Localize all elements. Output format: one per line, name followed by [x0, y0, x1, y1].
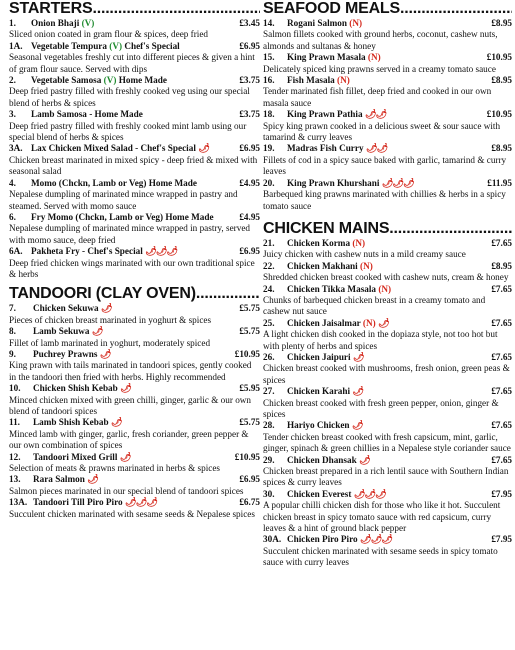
- item-description: Chunks of barbequed chicken breast in a creamy tomato and cashew nut sauce: [263, 294, 486, 317]
- menu-item-header: [9, 303, 260, 314]
- menu-item-header: [9, 178, 260, 189]
- starters-list: [9, 18, 260, 280]
- item-name-wrap: [31, 246, 239, 257]
- seafood-title: SEAFOOD MEALS: [263, 0, 400, 17]
- item-description: Seasonal vegetables freshly cut into different pieces & given a hint of gram flour sauce. Served with dips: [9, 52, 255, 74]
- item-name-wrap: [287, 109, 487, 120]
- item-name-suffix: Chef's Special: [124, 40, 180, 51]
- menu-item: [263, 52, 512, 75]
- menu-item: [263, 18, 512, 52]
- menu-item: [9, 75, 260, 109]
- chili-icon: 🌶: [120, 383, 131, 394]
- chili-icon: 🌶: [198, 143, 209, 154]
- menu-item: [9, 143, 260, 177]
- item-price: £10.95: [234, 451, 260, 462]
- menu-item-header: [263, 534, 512, 545]
- item-description: Deep fried pastry filled with freshly cooked mint lamb using our special blend of herbs & spices: [9, 120, 247, 143]
- item-number: 6A.: [9, 246, 23, 257]
- item-name-wrap: [31, 75, 239, 86]
- item-name-wrap: [33, 349, 235, 360]
- item-description: Chicken breast prepared in a rich lentil sauce with Southern Indian spices & curry leaves: [263, 466, 509, 488]
- item-description: Delicately spiced king prawns served in a creamy tomato sauce: [263, 63, 496, 74]
- menu-item: [9, 497, 260, 520]
- item-description: A light chicken dish cooked in the dopiaza style, not too hot but with plenty of herbs and spices: [263, 329, 498, 351]
- menu-item-header: [263, 455, 512, 466]
- item-name: Lamb Samosa - Home Made: [31, 109, 143, 120]
- item-number: 30.: [263, 488, 275, 499]
- item-name-wrap: [287, 455, 491, 466]
- item-name: Chicken Piro Piro: [287, 534, 358, 545]
- item-description: Nepalese dumpling of marinated mince wrapped in pastry and steamed. Served with momo sauce: [9, 189, 238, 211]
- item-number: 8.: [9, 326, 16, 337]
- item-price: £5.75: [239, 326, 260, 337]
- menu-item: [263, 420, 512, 454]
- menu-item-header: [263, 352, 512, 363]
- item-price: £7.95: [491, 488, 512, 499]
- item-name: Onion Bhaji: [31, 18, 80, 28]
- menu-item-header: [9, 349, 260, 360]
- menu-item: [263, 284, 512, 318]
- menu-item-header: [263, 238, 512, 249]
- right-column: [263, 0, 512, 569]
- item-name: Lamb Shish Kebab: [33, 417, 109, 428]
- item-description: Pieces of chicken breast marinated in yoghurt & spices: [9, 314, 212, 325]
- item-description: A popular chilli chicken dish for those who like it hot. Succulent chicken breast in spicy tomato sauce with red capsicum, curry leaves & a hint of ground black pepper: [263, 500, 501, 534]
- item-price: £7.65: [491, 283, 512, 294]
- item-description: Minced lamb with ginger, garlic, fresh coriander, green pepper & our own combination of spices: [9, 428, 249, 451]
- item-price: £6.75: [239, 497, 260, 508]
- menu-item: [9, 452, 260, 475]
- item-description: Chicken breast marinated in mixed spicy - deep fried & mixed with seasonal salad: [9, 154, 258, 177]
- item-description: Spicy king prawn cooked in a delicious sweet & sour sauce with tamarind & curry leaves: [263, 120, 501, 143]
- menu-item-header: [263, 420, 512, 431]
- item-name-wrap: [287, 284, 491, 295]
- menu-item: [9, 417, 260, 451]
- item-name-wrap: [31, 212, 239, 223]
- item-name-wrap: [287, 534, 491, 545]
- item-name-wrap: [287, 52, 487, 63]
- item-name: Chicken Dhansak: [287, 454, 357, 465]
- dietary-tag: (N): [378, 283, 392, 294]
- item-price: £5.75: [239, 303, 260, 314]
- item-price: £3.45: [239, 18, 260, 28]
- chili-icon: 🌶🌶🌶: [353, 488, 386, 499]
- menu-item-header: [9, 212, 260, 223]
- item-price: £8.95: [491, 143, 512, 154]
- menu-item-header: [9, 246, 260, 257]
- menu-item-header: [9, 109, 260, 120]
- item-number: 21.: [263, 237, 275, 248]
- menu-item: [9, 41, 260, 75]
- menu-item-header: [263, 52, 512, 63]
- heading-dots: [92, 0, 260, 18]
- item-number: 6.: [9, 211, 16, 222]
- menu-item: [263, 455, 512, 489]
- dietary-tag: (V): [109, 40, 123, 51]
- chili-icon: 🌶🌶🌶: [124, 497, 157, 508]
- item-name-wrap: [287, 489, 491, 500]
- item-number: 3A.: [9, 143, 23, 154]
- menu-item: [9, 18, 260, 41]
- chili-icon: 🌶: [352, 386, 364, 397]
- item-price: £7.65: [491, 237, 512, 248]
- item-price: £8.95: [491, 18, 512, 28]
- left-column: [9, 0, 260, 520]
- item-name: Chicken Everest: [287, 488, 352, 499]
- item-price: £6.95: [239, 40, 260, 51]
- item-name-wrap: [31, 18, 239, 29]
- item-number: 9.: [9, 348, 16, 359]
- tandoori-title: TANDOORI (CLAY OVEN): [9, 285, 196, 303]
- item-description: Juicy chicken with cashew nuts in a mild creamy sauce: [263, 249, 466, 260]
- item-name: Chicken Shish Kebab: [33, 383, 118, 394]
- starters-title: STARTERS: [9, 0, 93, 17]
- menu-item-header: [263, 143, 512, 154]
- menu-item-header: [9, 75, 260, 86]
- item-price: £10.95: [486, 52, 512, 63]
- item-description: Fillets of cod in a spicy sauce baked with garlic, tamarind & curry leaves: [263, 154, 507, 177]
- item-name: Tandoori Mixed Grill: [33, 451, 118, 462]
- item-description: Chicken breast cooked with mushrooms, fresh onion, green peas & spices: [263, 363, 510, 385]
- item-price: £7.65: [491, 386, 512, 397]
- menu-item-header: [9, 417, 260, 428]
- chicken-title: CHICKEN MAINS: [263, 219, 390, 237]
- item-name: Momo (Chckn, Lamb or Veg) Home Made: [31, 177, 197, 188]
- item-description: Minced chicken mixed with green chilli, ginger, garlic & our own blend of tandoori spices: [9, 394, 252, 416]
- chili-icon: 🌶: [352, 351, 364, 362]
- item-description: Succulent chicken marinated with sesame seeds in spicy tomato sauce with curry leaves: [263, 545, 498, 568]
- item-price: £5.75: [239, 417, 260, 428]
- item-number: 1A.: [9, 40, 23, 51]
- item-price: £7.95: [491, 534, 512, 545]
- chili-icon: 🌶🌶🌶: [145, 246, 178, 257]
- chicken-heading: [263, 220, 512, 238]
- item-name-wrap: [287, 75, 491, 86]
- item-name: Chicken Korma: [287, 237, 351, 248]
- menu-item-header: [9, 452, 260, 463]
- menu-item: [9, 349, 260, 383]
- item-name: Chicken Karahi: [287, 386, 351, 397]
- heading-dots: [389, 220, 512, 238]
- chili-icon: 🌶: [100, 303, 112, 314]
- item-number: 2.: [9, 75, 16, 86]
- item-name-wrap: [33, 417, 239, 428]
- menu-item: [9, 178, 260, 212]
- item-description: Chicken breast cooked with fresh green pepper, onion, ginger & spices: [263, 397, 499, 419]
- item-price: £7.65: [491, 454, 512, 465]
- seafood-list: [263, 18, 512, 212]
- item-name-suffix: Home Made: [118, 75, 167, 86]
- menu-item: [263, 238, 512, 261]
- item-name: Madras Fish Curry: [287, 143, 364, 154]
- menu-item-header: [9, 497, 260, 508]
- item-name: King Prawn Pathia: [287, 109, 363, 120]
- item-description: Salmon fillets cooked with ground herbs, coconut, cashew nuts, almonds and sultanas & honey: [263, 29, 498, 51]
- item-name-wrap: [287, 238, 491, 249]
- item-name-wrap: [31, 109, 239, 120]
- item-name-wrap: [33, 303, 239, 314]
- menu-item-header: [263, 18, 512, 29]
- item-name: Chicken Tikka Masala: [287, 283, 377, 294]
- item-name-wrap: [287, 386, 491, 397]
- item-number: 7.: [9, 303, 16, 314]
- item-name-wrap: [287, 178, 487, 189]
- chili-icon: 🌶🌶🌶: [359, 534, 392, 545]
- item-description: Sliced onion coated in gram flour & spices, deep fried: [9, 29, 209, 40]
- item-number: 11.: [9, 417, 20, 428]
- menu-item: [263, 386, 512, 420]
- item-description: Salmon pieces marinated in our special blend of tandoori spices: [9, 485, 244, 496]
- item-number: 30A.: [263, 534, 282, 545]
- item-name-wrap: [33, 383, 239, 394]
- menu-item-header: [9, 326, 260, 337]
- item-price: £7.65: [491, 317, 512, 328]
- item-name: Rogani Salmon: [287, 18, 347, 28]
- menu-item: [263, 109, 512, 143]
- item-price: £4.95: [239, 211, 260, 222]
- chili-icon: 🌶: [99, 348, 111, 359]
- menu-item-header: [263, 178, 512, 189]
- dietary-tag: (N): [337, 75, 350, 86]
- item-number: 4.: [9, 177, 16, 188]
- item-name: Chicken Jaisalmar: [287, 317, 361, 328]
- item-name: King Prawn Khurshani: [287, 177, 380, 188]
- tandoori-list: [9, 303, 260, 520]
- chili-icon: 🌶🌶🌶: [381, 177, 414, 188]
- item-number: 10.: [9, 383, 21, 394]
- menu-item: [263, 489, 512, 535]
- item-price: £3.75: [239, 75, 260, 86]
- item-description: Fillet of lamb marinated in yoghurt, moderately spiced: [9, 337, 211, 348]
- chili-icon: 🌶: [119, 451, 131, 462]
- menu-item: [263, 75, 512, 109]
- menu-item-header: [9, 383, 260, 394]
- item-number: 1.: [9, 18, 16, 28]
- item-price: £7.65: [491, 420, 512, 431]
- tandoori-heading: [9, 285, 260, 303]
- menu-item-header: [263, 261, 512, 272]
- item-description: Tender chicken breast cooked with fresh capsicum, mint, garlic, ginger, spinach & green chillies in a Nepalese style coriander sauce: [263, 431, 511, 454]
- dietary-tag: (N): [349, 18, 363, 28]
- starters-heading: [9, 0, 260, 18]
- item-number: 27.: [263, 386, 275, 397]
- menu-item: [9, 383, 260, 417]
- item-description: Nepalese dumpling of marinated mince wrapped in pastry, served with momo sauce, deep fried: [9, 223, 251, 245]
- item-name-wrap: [31, 178, 239, 189]
- item-number: 26.: [263, 351, 275, 362]
- item-name-wrap: [287, 318, 491, 329]
- item-description: King prawn with tails marinated in tandoori spices, gently cooked in the tandoori then fried with herbs. Highly recommended: [9, 360, 252, 382]
- menu-item: [9, 326, 260, 349]
- menu-item-header: [263, 75, 512, 86]
- chili-icon: 🌶🌶: [364, 109, 387, 120]
- item-name: Fry Momo (Chckn, Lamb or Veg) Home Made: [31, 211, 214, 222]
- item-price: £11.95: [487, 177, 512, 188]
- chili-icon: 🌶: [91, 326, 103, 337]
- item-description: Tender marinated fish fillet, deep fried and cooked in our own masala sauce: [263, 86, 492, 108]
- item-name-wrap: [287, 143, 491, 154]
- item-price: £10.95: [486, 109, 512, 120]
- item-number: 29.: [263, 454, 275, 465]
- item-name-wrap: [287, 352, 491, 363]
- item-number: 22.: [263, 260, 275, 271]
- menu-item-header: [263, 489, 512, 500]
- item-name: Rara Salmon: [33, 474, 85, 485]
- dietary-tag: (N): [362, 317, 376, 328]
- menu-item: [263, 143, 512, 177]
- item-name-wrap: [287, 420, 491, 431]
- item-name: Tandoori Till Piro Piro: [33, 497, 123, 508]
- item-number: 13.: [9, 474, 21, 485]
- menu-item-header: [263, 386, 512, 397]
- chili-icon: 🌶🌶: [365, 143, 388, 154]
- item-description: Succulent chicken marinated with sesame seeds & Nepalese spices: [9, 508, 255, 519]
- menu-item: [9, 474, 260, 497]
- menu-item-header: [9, 474, 260, 485]
- item-number: 14.: [263, 18, 275, 28]
- item-number: 20.: [263, 177, 275, 188]
- item-number: 13A.: [9, 497, 28, 508]
- menu-item-header: [263, 109, 512, 120]
- chili-icon: 🌶: [377, 317, 389, 328]
- item-number: 24.: [263, 283, 275, 294]
- menu-item: [9, 246, 260, 280]
- item-name: Chicken Makhani: [287, 260, 358, 271]
- item-name: Vegetable Tempura: [31, 40, 107, 51]
- item-number: 16.: [263, 75, 275, 86]
- item-description: Shredded chicken breast cooked with cashew nuts, cream & honey: [263, 272, 509, 283]
- item-number: 3.: [9, 109, 16, 120]
- heading-dots: [400, 0, 512, 18]
- heading-dots: [196, 285, 260, 303]
- item-description: Deep fried pastry filled with freshly cooked veg using our special blend of herbs & spices: [9, 86, 250, 108]
- menu-item: [263, 534, 512, 568]
- seafood-heading: [263, 0, 512, 18]
- item-name: Chicken Jaipuri: [287, 351, 351, 362]
- item-number: 28.: [263, 420, 275, 431]
- item-price: £4.95: [239, 177, 260, 188]
- chicken-list: [263, 238, 512, 569]
- dietary-tag: (N): [360, 260, 373, 271]
- menu-item-header: [9, 41, 260, 52]
- dietary-tag: (V): [103, 75, 117, 86]
- item-description: Selection of meats & prawns marinated in herbs & spices: [9, 463, 221, 474]
- item-number: 25.: [263, 317, 275, 328]
- item-description: Deep fried chicken wings marinated with our own traditional spice & herbs: [9, 257, 255, 279]
- dietary-tag: (N): [367, 52, 381, 63]
- item-name: Hariyo Chicken: [287, 420, 350, 431]
- item-name: Vegetable Samosa: [31, 75, 102, 86]
- item-description: Barbequed king prawns marinated with chillies & herbs in a spicy tomato sauce: [263, 189, 506, 211]
- menu-item: [263, 178, 512, 212]
- item-name-wrap: [287, 261, 491, 272]
- item-price: £6.95: [239, 143, 260, 154]
- item-name-wrap: [31, 143, 239, 154]
- chili-icon: 🌶: [110, 417, 122, 428]
- chili-icon: 🌶: [351, 420, 363, 431]
- dietary-tag: (N): [352, 237, 366, 248]
- item-name-wrap: [287, 18, 491, 29]
- menu-item: [9, 303, 260, 326]
- menu-item-header: [263, 318, 512, 329]
- item-name-wrap: [33, 474, 239, 485]
- menu-item: [263, 318, 512, 352]
- menu-item: [263, 352, 512, 386]
- item-price: £7.65: [491, 351, 512, 362]
- item-price: £5.95: [239, 383, 260, 394]
- item-price: £6.95: [239, 474, 260, 485]
- item-name: Lamb Sekuwa: [33, 326, 90, 337]
- menu-item-header: [9, 143, 260, 154]
- item-price: £10.95: [234, 348, 260, 359]
- menu-item: [9, 212, 260, 246]
- dietary-tag: (V): [81, 18, 95, 28]
- item-name: King Prawn Masala: [287, 52, 366, 63]
- item-price: £8.95: [491, 260, 512, 271]
- item-number: 15.: [263, 52, 275, 63]
- item-name-wrap: [33, 452, 235, 463]
- item-price: £8.95: [491, 75, 512, 86]
- item-number: 19.: [263, 143, 275, 154]
- menu-item-header: [263, 284, 512, 295]
- item-name: Chicken Sekuwa: [33, 303, 99, 314]
- menu-item: [263, 261, 512, 284]
- item-name: Puchrey Prawns: [33, 348, 98, 359]
- item-name-wrap: [33, 497, 239, 508]
- item-number: 18.: [263, 109, 275, 120]
- item-name-wrap: [33, 326, 239, 337]
- item-name: Lax Chicken Mixed Salad - Chef's Special: [31, 143, 196, 154]
- item-name: Fish Masala: [287, 75, 335, 86]
- item-price: £3.75: [239, 109, 260, 120]
- item-number: 12.: [9, 451, 21, 462]
- chili-icon: 🌶: [359, 454, 370, 465]
- item-price: £6.95: [239, 246, 260, 257]
- item-name-wrap: [31, 41, 239, 52]
- menu-item-header: [9, 18, 260, 29]
- item-name: Pakheta Fry - Chef's Special: [31, 246, 143, 257]
- chili-icon: 🌶: [87, 474, 98, 485]
- menu-item: [9, 109, 260, 143]
